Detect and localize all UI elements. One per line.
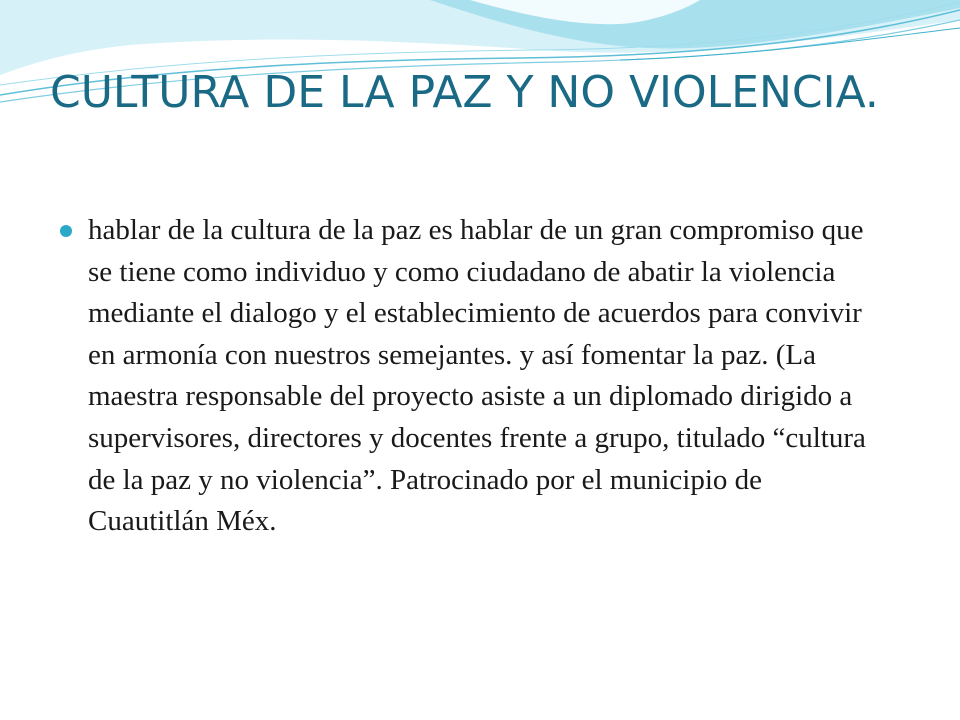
slide-title: CULTURA DE LA PAZ Y NO VIOLENCIA. [50, 67, 879, 118]
slide-body [60, 210, 880, 543]
bullet-text: hablar de la cultura de la paz es hablar de un gran compromiso que se tiene como individuo y como ciudadano de abatir la violencia mediante el dialogo y el establecimiento de acuerdos para convivir en armonía con nuestros semejantes. y así fomentar la paz. (La maestra responsable del proyecto asiste a un diplomado dirigido a supervisores, directores y docentes frente a grupo, titulado “cultura de la paz y no violencia”. Patrocinado por el municipio de Cuautitlán Méx. [88, 214, 866, 538]
bullet-dot-icon [60, 225, 72, 237]
bullet-item [60, 210, 880, 543]
